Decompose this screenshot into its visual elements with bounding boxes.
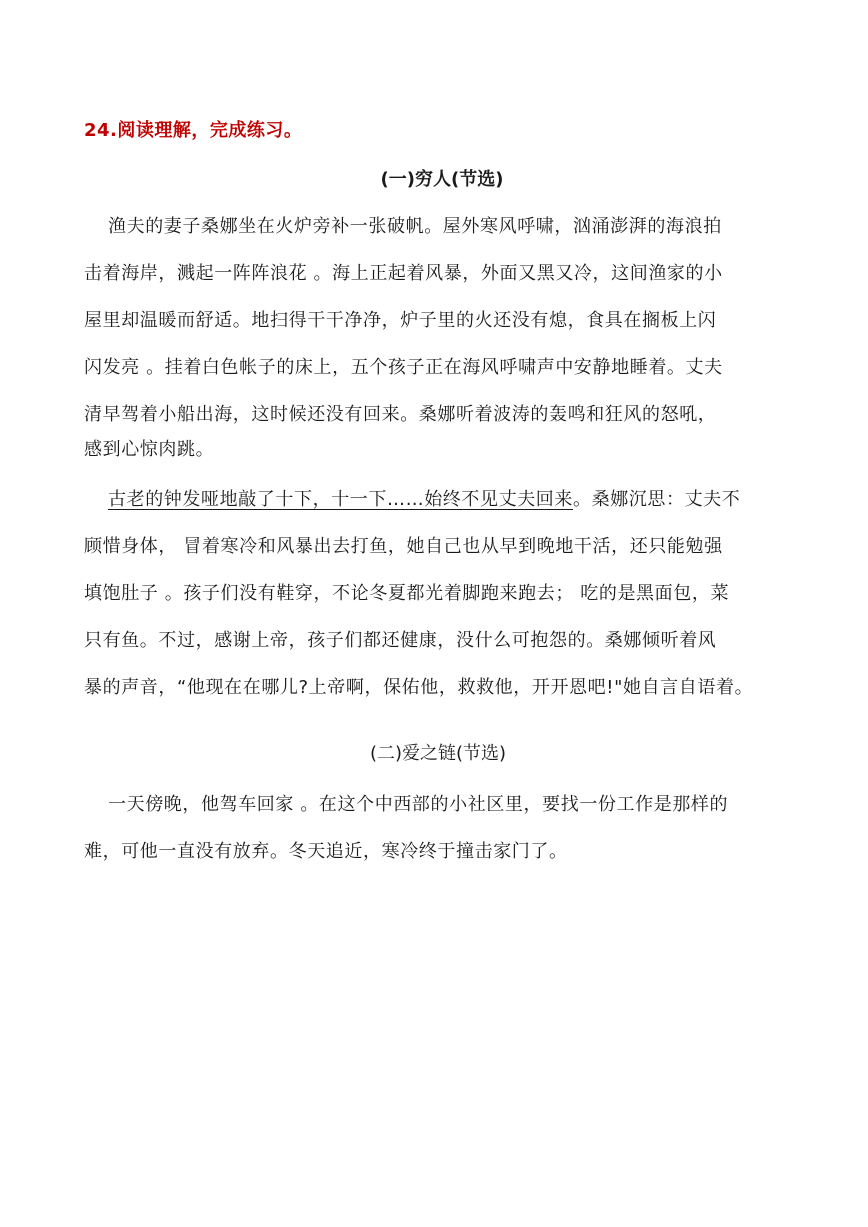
passage1-p2-line-1 — [108, 488, 740, 512]
passage1-p2-line-2: 顾惜身体， 冒着寒冷和风暴出去打鱼，她自己也从早到晚地干活，还只能勉强 — [84, 536, 723, 557]
passage1-p1-line-3: 屋里却温暖而舒适。地扫得干干净净，炉子里的火还没有熄，食具在搁板上闪 — [84, 310, 717, 331]
passage1-p2-line-4: 只有鱼。不过，感谢上帝，孩子们都还健康，没什么可抱怨的。桑娜倾听着风 — [84, 630, 717, 651]
passage2-p1-line-1: 一天傍晚，他驾车回家 。在这个中西部的小社区里，要找一份工作是那样的 — [108, 794, 729, 815]
passage1-p2-line-1-rest: 。桑娜沉思：丈夫不 — [573, 489, 741, 510]
passage2-p1-line-2: 难，可他一直没有放弃。冬天追近，寒冷终于撞击家门了。 — [84, 841, 568, 862]
underlined-sentence: 古老的钟发哑地敲了十下，十一下……始终不见丈夫回来 — [108, 489, 573, 510]
passage1-p1-line-2: 击着海岸，溅起一阵阵浪花 。海上正起着风暴，外面又黑又冷，这间渔家的小 — [84, 263, 723, 284]
passage1-p2-line-3: 填饱肚子 。孩子们没有鞋穿，不论冬夏都光着脚跑来跑去； 吃的是黑面包，菜 — [84, 583, 730, 604]
question-title: 24.阅读理解，完成练习。 — [84, 120, 303, 141]
passage1-title: (一)穷人(节选) — [380, 169, 504, 190]
passage1-p1-line-1: 渔夫的妻子桑娜坐在火炉旁补一张破帆。屋外寒风呼啸，汹涌澎湃的海浪拍 — [108, 216, 722, 237]
passage1-p1-line-6: 感到心惊肉跳。 — [84, 439, 215, 460]
passage2-title: (二)爱之链(节选) — [369, 743, 507, 764]
passage1-p2-line-5: 暴的声音，“他现在在哪儿?上帝啊，保佑他，救救他，开开恩吧!"她自言自语着。 — [84, 677, 754, 698]
passage1-p1-line-5: 清早驾着小船出海，这时候还没有回来。桑娜听着波涛的轰鸣和狂风的怒吼， — [84, 404, 717, 425]
passage1-p1-line-4: 闪发亮 。挂着白色帐子的床上，五个孩子正在海风呼啸声中安静地睡着。丈夫 — [84, 357, 723, 378]
